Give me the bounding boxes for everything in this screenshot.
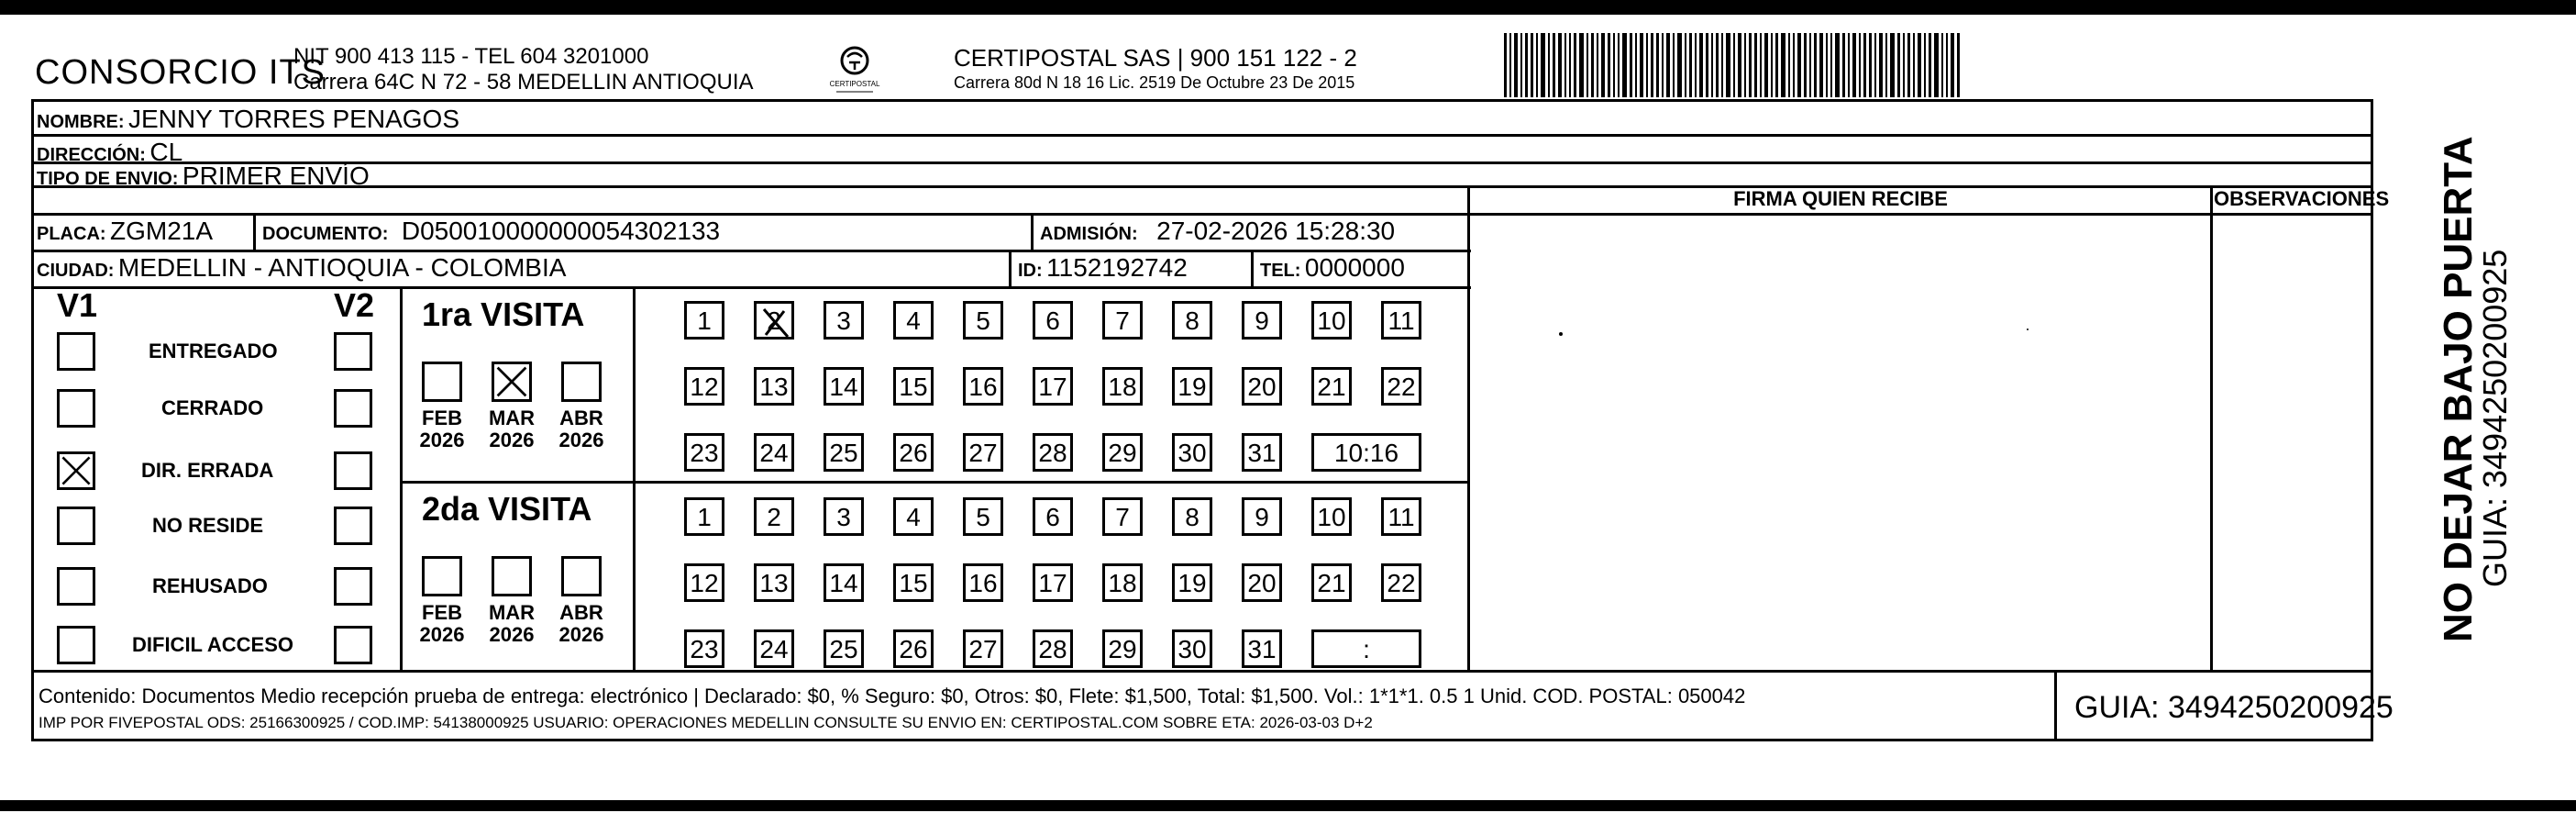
nombre-value: JENNY TORRES PENAGOS bbox=[128, 105, 459, 133]
v1-header: V1 bbox=[57, 286, 98, 324]
reason-label: DIFICIL ACCESO bbox=[132, 633, 294, 656]
month-label: MAR 2026 bbox=[488, 601, 536, 646]
divider bbox=[2210, 185, 2213, 672]
reason-label: CERRADO bbox=[161, 396, 264, 419]
divider bbox=[633, 286, 636, 670]
reason-label: NO RESIDE bbox=[152, 514, 264, 537]
day-box-12[interactable]: 12 bbox=[684, 367, 724, 406]
admision-label: ADMISIÓN: bbox=[1040, 224, 1138, 244]
day-box-21[interactable]: 21 bbox=[1311, 563, 1352, 602]
day-box-20[interactable]: 20 bbox=[1242, 367, 1282, 406]
day-box-21[interactable]: 21 bbox=[1311, 367, 1352, 406]
month-label: ABR 2026 bbox=[558, 406, 604, 451]
divider bbox=[400, 481, 1469, 484]
day-box-22[interactable]: 22 bbox=[1381, 563, 1421, 602]
day-box-2[interactable]: 2 bbox=[754, 301, 794, 340]
day-box-4[interactable]: 4 bbox=[893, 497, 934, 536]
day-box-10[interactable]: 10 bbox=[1311, 301, 1352, 340]
day-box-14[interactable]: 14 bbox=[824, 563, 864, 602]
tel-label: TEL: bbox=[1260, 261, 1301, 281]
day-box-22[interactable]: 22 bbox=[1381, 367, 1421, 406]
day-box-23[interactable]: 23 bbox=[684, 433, 724, 472]
day-box-19[interactable]: 19 bbox=[1172, 367, 1212, 406]
company-name: CONSORCIO ITS bbox=[35, 53, 326, 92]
stray-mark bbox=[1559, 332, 1563, 336]
day-box-18[interactable]: 18 bbox=[1102, 563, 1143, 602]
day-box-6[interactable]: 6 bbox=[1033, 497, 1073, 536]
tipo-envio-value: PRIMER ENVÍO bbox=[182, 161, 370, 190]
v1-checkbox-4[interactable] bbox=[57, 567, 95, 606]
day-box-17[interactable]: 17 bbox=[1033, 367, 1073, 406]
day-box-15[interactable]: 15 bbox=[893, 367, 934, 406]
no-dejar-warning: NO DEJAR BAJO PUERTA bbox=[2436, 136, 2481, 642]
time-box[interactable]: 10:16 bbox=[1311, 433, 1421, 472]
day-box-24[interactable]: 24 bbox=[754, 629, 794, 668]
day-box-25[interactable]: 25 bbox=[824, 433, 864, 472]
footer-contents: Contenido: Documentos Medio recepción prueba de entrega: electrónico | Declarado: $0, % Seguro: $0, Otros: $0, Flete: $1,500, Total: $1,500. Vol.: 1*1*1. 0.5 1 Unid. COD. POSTAL: 050042 bbox=[39, 685, 1746, 707]
documento-label: DOCUMENTO: bbox=[262, 224, 389, 244]
v1-checkbox-1[interactable] bbox=[57, 389, 95, 428]
day-box-27[interactable]: 27 bbox=[963, 629, 1003, 668]
day-box-18[interactable]: 18 bbox=[1102, 367, 1143, 406]
reason-label: REHUSADO bbox=[152, 574, 268, 597]
firma-header: FIRMA QUIEN RECIBE bbox=[1733, 187, 1948, 210]
day-box-27[interactable]: 27 bbox=[963, 433, 1003, 472]
reason-label: DIR. ERRADA bbox=[141, 459, 274, 482]
observaciones-header: OBSERVACIONES bbox=[2214, 187, 2390, 210]
divider bbox=[253, 213, 256, 250]
day-box-6[interactable]: 6 bbox=[1033, 301, 1073, 340]
tel-value: 0000000 bbox=[1304, 253, 1405, 282]
direccion-label: DIRECCIÓN: bbox=[37, 145, 146, 165]
month-label: ABR 2026 bbox=[558, 601, 604, 646]
month-checkbox-mar[interactable] bbox=[492, 362, 532, 402]
v2-checkbox-2[interactable] bbox=[334, 451, 372, 490]
day-box-28[interactable]: 28 bbox=[1033, 629, 1073, 668]
day-box-13[interactable]: 13 bbox=[754, 563, 794, 602]
day-box-7[interactable]: 7 bbox=[1102, 497, 1143, 536]
company-address: Carrera 64C N 72 - 58 MEDELLIN ANTIOQUIA bbox=[293, 70, 754, 95]
nombre-label: NOMBRE: bbox=[37, 112, 125, 132]
id-label: ID: bbox=[1018, 261, 1043, 281]
day-box-10[interactable]: 10 bbox=[1311, 497, 1352, 536]
carrier-name: CERTIPOSTAL SAS | 900 151 122 - 2 bbox=[954, 44, 1357, 72]
day-box-31[interactable]: 31 bbox=[1242, 433, 1282, 472]
ciudad-value: MEDELLIN - ANTIOQUIA - COLOMBIA bbox=[117, 253, 567, 282]
day-box-25[interactable]: 25 bbox=[824, 629, 864, 668]
day-box-9[interactable]: 9 bbox=[1242, 497, 1282, 536]
day-box-8[interactable]: 8 bbox=[1172, 497, 1212, 536]
divider bbox=[1467, 213, 2373, 216]
placa-label: PLACA: bbox=[37, 224, 106, 244]
day-box-1[interactable]: 1 bbox=[684, 497, 724, 536]
month-label: MAR 2026 bbox=[488, 406, 536, 451]
placa-field bbox=[37, 217, 213, 246]
day-box-11[interactable]: 11 bbox=[1381, 301, 1421, 340]
reason-label: ENTREGADO bbox=[149, 340, 278, 362]
v1-checkbox-5[interactable] bbox=[57, 626, 95, 664]
month-checkbox-abr[interactable] bbox=[561, 362, 602, 402]
day-box-23[interactable]: 23 bbox=[684, 629, 724, 668]
v2-checkbox-5[interactable] bbox=[334, 626, 372, 664]
day-box-24[interactable]: 24 bbox=[754, 433, 794, 472]
id-value: 1152192742 bbox=[1046, 253, 1188, 282]
v2-checkbox-4[interactable] bbox=[334, 567, 372, 606]
time-box[interactable]: : bbox=[1311, 629, 1421, 668]
divider bbox=[31, 250, 1471, 252]
v2-header: V2 bbox=[334, 286, 375, 324]
top-border bbox=[0, 0, 2576, 15]
day-box-2[interactable]: 2 bbox=[754, 497, 794, 536]
day-box-14[interactable]: 14 bbox=[824, 367, 864, 406]
divider bbox=[1009, 250, 1012, 286]
day-box-1[interactable]: 1 bbox=[684, 301, 724, 340]
v2-checkbox-0[interactable] bbox=[334, 332, 372, 371]
month-checkbox-feb[interactable] bbox=[422, 362, 462, 402]
day-box-8[interactable]: 8 bbox=[1172, 301, 1212, 340]
divider bbox=[1251, 250, 1254, 286]
day-box-16[interactable]: 16 bbox=[963, 563, 1003, 602]
day-box-29[interactable]: 29 bbox=[1102, 629, 1143, 668]
month-label: FEB 2026 bbox=[419, 406, 465, 451]
divider bbox=[31, 134, 2373, 137]
barcode bbox=[1504, 33, 2238, 97]
admision-value: 27-02-2026 15:28:30 bbox=[1156, 217, 1396, 245]
documento-field bbox=[262, 217, 720, 246]
direccion-value: CL bbox=[149, 138, 183, 166]
divider bbox=[31, 286, 1471, 289]
company-nit: NIT 900 413 115 - TEL 604 3201000 bbox=[293, 44, 649, 69]
v2-checkbox-3[interactable] bbox=[334, 507, 372, 545]
stray-mark bbox=[2027, 328, 2029, 330]
day-box-3[interactable]: 3 bbox=[824, 497, 864, 536]
v1-checkbox-3[interactable] bbox=[57, 507, 95, 545]
footer-print-info: IMP POR FIVEPOSTAL ODS: 25166300925 / COD.IMP: 54138000925 USUARIO: OPERACIONES MEDELLIN CONSULTE SU ENVIO EN: CERTIPOSTAL.COM SOBRE ETA: 2026-03-03 D+2 bbox=[39, 714, 1373, 731]
day-box-5[interactable]: 5 bbox=[963, 497, 1003, 536]
ciudad-label: CIUDAD: bbox=[37, 261, 115, 281]
day-box-28[interactable]: 28 bbox=[1033, 433, 1073, 472]
day-box-15[interactable]: 15 bbox=[893, 563, 934, 602]
v1-checkbox-0[interactable] bbox=[57, 332, 95, 371]
month-checkbox-feb[interactable] bbox=[422, 556, 462, 596]
divider bbox=[31, 670, 2373, 673]
side-guia: GUIA: 3494250200925 bbox=[2476, 249, 2514, 587]
tipo-envio-label: TIPO DE ENVIO: bbox=[37, 169, 179, 189]
day-box-19[interactable]: 19 bbox=[1172, 563, 1212, 602]
day-box-30[interactable]: 30 bbox=[1172, 629, 1212, 668]
day-box-29[interactable]: 29 bbox=[1102, 433, 1143, 472]
certipostal-logo-icon bbox=[825, 42, 884, 101]
v1-checkbox-2[interactable] bbox=[57, 451, 95, 490]
divider bbox=[1467, 185, 1470, 672]
day-box-9[interactable]: 9 bbox=[1242, 301, 1282, 340]
bottom-border bbox=[0, 800, 2576, 811]
second-visit-title: 2da VISITA bbox=[422, 490, 592, 528]
month-checkbox-mar[interactable] bbox=[492, 556, 532, 596]
day-box-26[interactable]: 26 bbox=[893, 433, 934, 472]
ciudad-field bbox=[37, 253, 566, 283]
placa-value: ZGM21A bbox=[110, 217, 214, 245]
day-box-30[interactable]: 30 bbox=[1172, 433, 1212, 472]
id-field bbox=[1018, 253, 1188, 283]
day-box-13[interactable]: 13 bbox=[754, 367, 794, 406]
divider bbox=[400, 286, 403, 670]
admision-field bbox=[1040, 217, 1395, 246]
documento-value: D050010000000054302133 bbox=[401, 217, 721, 245]
day-box-16[interactable]: 16 bbox=[963, 367, 1003, 406]
v2-checkbox-1[interactable] bbox=[334, 389, 372, 428]
tipo-envio-field bbox=[37, 161, 370, 191]
day-box-7[interactable]: 7 bbox=[1102, 301, 1143, 340]
day-box-5[interactable]: 5 bbox=[963, 301, 1003, 340]
day-box-3[interactable]: 3 bbox=[824, 301, 864, 340]
divider bbox=[31, 161, 2373, 164]
day-box-26[interactable]: 26 bbox=[893, 629, 934, 668]
day-box-20[interactable]: 20 bbox=[1242, 563, 1282, 602]
logo-text: CERTIPOSTAL bbox=[829, 80, 880, 88]
day-box-31[interactable]: 31 bbox=[1242, 629, 1282, 668]
footer-guia: GUIA: 3494250200925 bbox=[2074, 690, 2394, 725]
day-box-11[interactable]: 11 bbox=[1381, 497, 1421, 536]
first-visit-title: 1ra VISITA bbox=[422, 295, 585, 333]
month-label: FEB 2026 bbox=[419, 601, 465, 646]
carrier-address: Carrera 80d N 18 16 Lic. 2519 De Octubre 23 De 2015 bbox=[954, 73, 1355, 92]
month-checkbox-abr[interactable] bbox=[561, 556, 602, 596]
day-box-12[interactable]: 12 bbox=[684, 563, 724, 602]
nombre-field bbox=[37, 105, 459, 134]
day-box-17[interactable]: 17 bbox=[1033, 563, 1073, 602]
tel-field bbox=[1260, 253, 1405, 283]
divider bbox=[1031, 213, 1034, 250]
divider bbox=[2054, 670, 2057, 741]
day-box-4[interactable]: 4 bbox=[893, 301, 934, 340]
